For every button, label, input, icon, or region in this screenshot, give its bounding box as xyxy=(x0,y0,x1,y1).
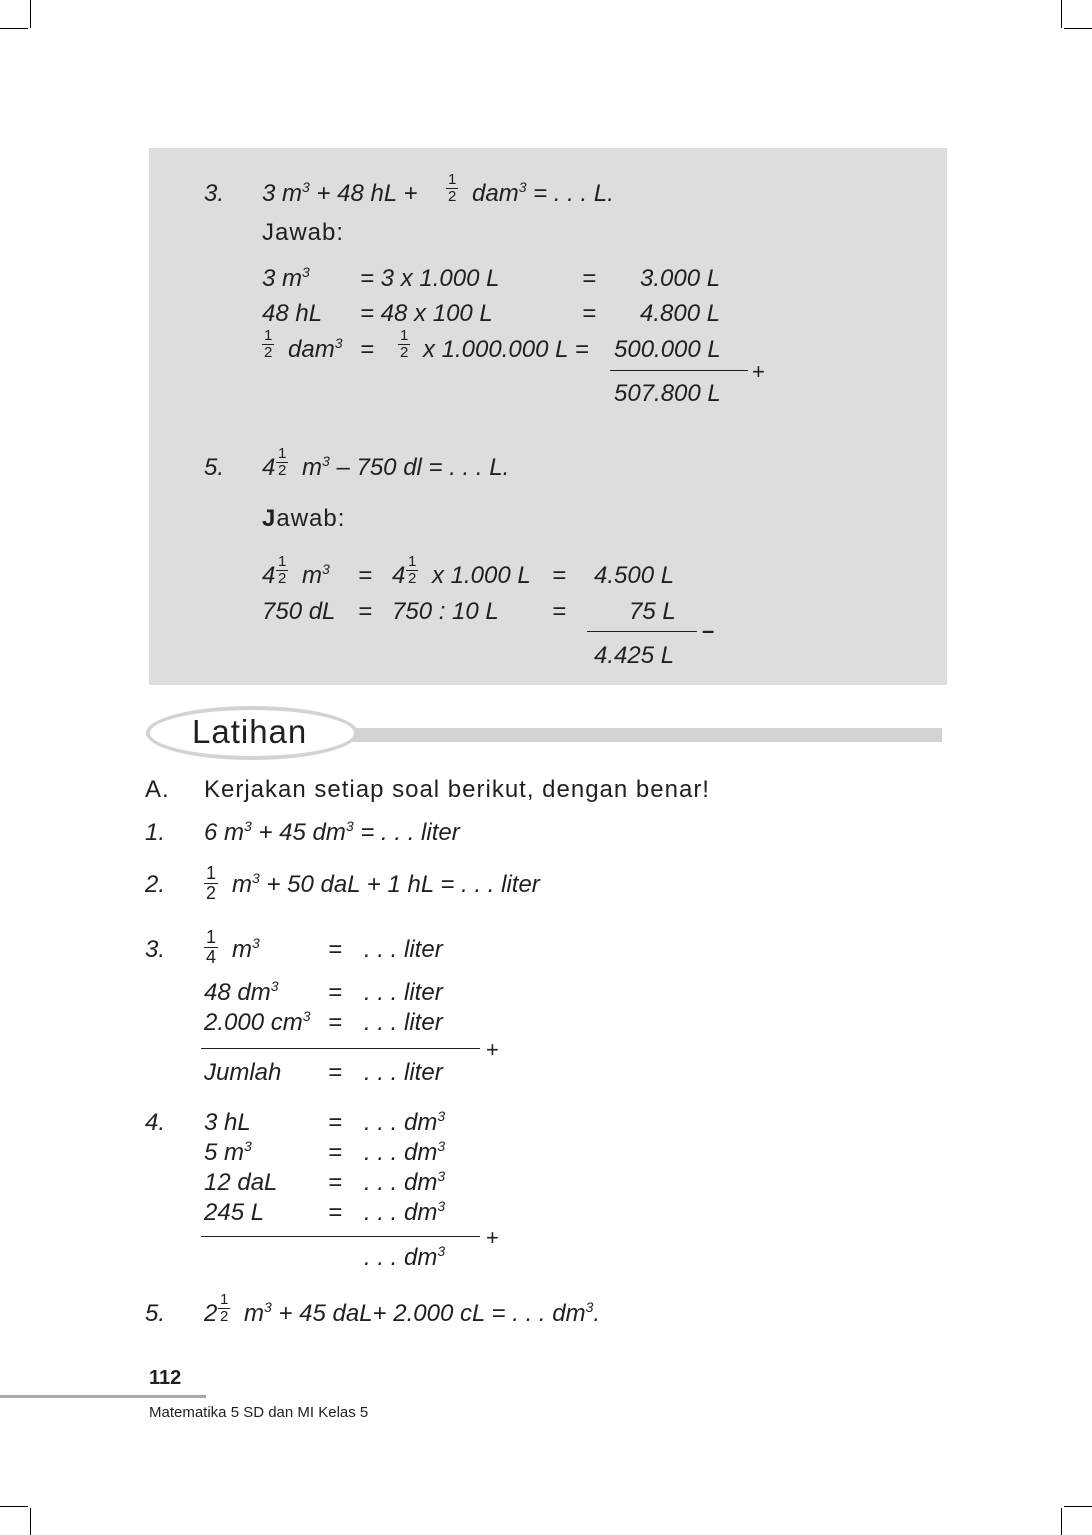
example3-row-eq: = xyxy=(582,265,597,292)
crop-mark xyxy=(1064,28,1092,29)
fraction-half: $\frac{1}{2}$ xyxy=(278,553,287,587)
fraction-half: $\frac{1}{2}$ xyxy=(400,327,409,361)
example5-row-left: $m^3$ xyxy=(302,561,330,589)
mixed-whole: 4 xyxy=(262,562,276,589)
fraction-half: $\frac{1}{2}$ xyxy=(220,1291,229,1325)
sum-line xyxy=(610,370,748,371)
question-3-total-label: Jumlah xyxy=(204,1059,282,1086)
mixed-whole: 2 xyxy=(204,1300,218,1327)
example5-row-eq: = xyxy=(358,598,373,625)
crop-mark xyxy=(30,0,31,28)
question-3-row-label: $m^3$ xyxy=(232,935,260,963)
question-4-row-label: 3 hL xyxy=(204,1109,251,1136)
question-3-row-value: . . . liter xyxy=(364,979,443,1006)
example3-row-eq: = xyxy=(582,300,597,327)
book-title: Matematika 5 SD dan MI Kelas 5 xyxy=(149,1404,369,1421)
example3-row-mid: = 3 x 1.000 L xyxy=(360,265,500,292)
question-4-row-label: 245 L xyxy=(204,1199,265,1226)
crop-mark xyxy=(1061,0,1062,28)
crop-mark xyxy=(0,1506,28,1507)
page-number: 112 xyxy=(149,1367,182,1389)
question-4-row-eq: = xyxy=(328,1199,343,1226)
answer-label: Jawab: xyxy=(262,219,345,246)
question-4-row-value: . . . $dm^3$ xyxy=(364,1198,446,1226)
question-3-row-eq: = xyxy=(328,1009,343,1036)
mixed-whole: 4 xyxy=(392,562,406,589)
plus-operator: + xyxy=(752,359,765,384)
example3-number: 3. xyxy=(204,180,225,207)
minus-operator: – xyxy=(702,618,715,643)
question-3-row-label: 2.000 $cm^3$ xyxy=(204,1008,311,1036)
plus-operator: + xyxy=(486,1225,499,1250)
example3-row-result: 4.800 L xyxy=(640,300,721,327)
crop-mark xyxy=(1064,1506,1092,1507)
example5-row-eq: = xyxy=(552,598,567,625)
example3-row-left: 48 hL xyxy=(262,300,323,327)
example5-row-left: 750 dL xyxy=(262,598,336,625)
example3-row-mid: = 48 x 100 L xyxy=(360,300,493,327)
question-4-row-eq: = xyxy=(328,1169,343,1196)
example3-row-left: dam$^3$ xyxy=(288,335,343,363)
question-3-row-eq: = xyxy=(328,979,343,1006)
fraction-quarter: $\frac{1}{4}$ xyxy=(206,927,217,967)
question-3-row-label: 48 $dm^3$ xyxy=(204,978,279,1006)
question-5-text: $m^3 + 45$ daL+ 2.000 cL = . . . $dm^3$. xyxy=(244,1299,601,1327)
question-number: 3. xyxy=(145,936,166,963)
fraction-half: $\frac{1}{2}$ xyxy=(448,171,457,205)
question-3-row-eq: = xyxy=(328,936,343,963)
example3-row-left: 3 $m^3$ xyxy=(262,264,310,292)
example5-row-result: 75 L xyxy=(629,598,676,625)
sum-line xyxy=(201,1236,480,1237)
example5-row-eq: = xyxy=(358,562,373,589)
question-3-total-value: . . . liter xyxy=(364,1059,443,1086)
example5-row-mid: x 1.000 L xyxy=(432,562,531,589)
example5-row-eq: = xyxy=(552,562,567,589)
question-4-row-eq: = xyxy=(328,1109,343,1136)
question-4-row-value: . . . $dm^3$ xyxy=(364,1138,446,1166)
section-heading: Latihan xyxy=(192,713,308,750)
question-3-total-eq: = xyxy=(328,1059,343,1086)
question-2-text: $m^3 + 50$ daL + 1 hL = . . . liter xyxy=(232,870,540,898)
plus-operator: + xyxy=(486,1037,499,1062)
question-4-row-label: 12 daL xyxy=(204,1169,278,1196)
question-number: 1. xyxy=(145,819,166,846)
section-letter: A. xyxy=(145,776,170,803)
example5-row-mid: 750 : 10 L xyxy=(392,598,499,625)
section-bar xyxy=(352,728,942,742)
question-4-row-label: 5 $m^3$ xyxy=(204,1138,252,1166)
example3-row-result: 3.000 L xyxy=(640,265,721,292)
question-4-row-eq: = xyxy=(328,1139,343,1166)
example5-question: $m^3 - 750$ dl = . . . L. xyxy=(302,453,510,481)
question-4-row-value: . . . $dm^3$ xyxy=(364,1168,446,1196)
mixed-whole: 4 xyxy=(262,454,276,481)
question-number: 5. xyxy=(145,1300,166,1327)
example5-row-result: 4.500 L xyxy=(594,562,675,589)
example3-question-end: dam$^3$ = . . . L. xyxy=(472,179,614,207)
example3-row-mid: x 1.000.000 L = xyxy=(423,336,589,363)
question-number: 2. xyxy=(145,871,166,898)
fraction-half: $\frac{1}{2}$ xyxy=(264,327,273,361)
sum-line xyxy=(201,1048,480,1049)
example5-number: 5. xyxy=(204,454,225,481)
question-4-total-value: . . . $dm^3$ xyxy=(364,1243,446,1271)
crop-mark xyxy=(30,1508,31,1535)
example3-row-eq: = xyxy=(360,336,375,363)
question-4-row-value: . . . $dm^3$ xyxy=(364,1108,446,1136)
example3-total: 507.800 L xyxy=(614,380,721,407)
example3-row-result: 500.000 L xyxy=(614,336,721,363)
footer-rule xyxy=(0,1395,206,1398)
question-3-row-value: . . . liter xyxy=(364,1009,443,1036)
question-1-text: 6 $m^3 + 45$ $dm^3$ = . . . liter xyxy=(204,818,460,846)
fraction-half: $\frac{1}{2}$ xyxy=(278,445,287,479)
fraction-half: $\frac{1}{2}$ xyxy=(408,553,417,587)
question-number: 4. xyxy=(145,1109,166,1136)
instruction-text: Kerjakan setiap soal berikut, dengan benar! xyxy=(204,776,710,803)
crop-mark xyxy=(1061,1508,1062,1535)
question-3-row-value: . . . liter xyxy=(364,936,443,963)
answer-label: Jawab: xyxy=(262,505,346,532)
sum-line xyxy=(587,631,697,632)
fraction-half: $\frac{1}{2}$ xyxy=(206,863,217,903)
crop-mark xyxy=(0,28,28,29)
example5-total: 4.425 L xyxy=(594,642,675,669)
example3-question: 3 $m^3 + 48$ hL + xyxy=(262,179,418,207)
